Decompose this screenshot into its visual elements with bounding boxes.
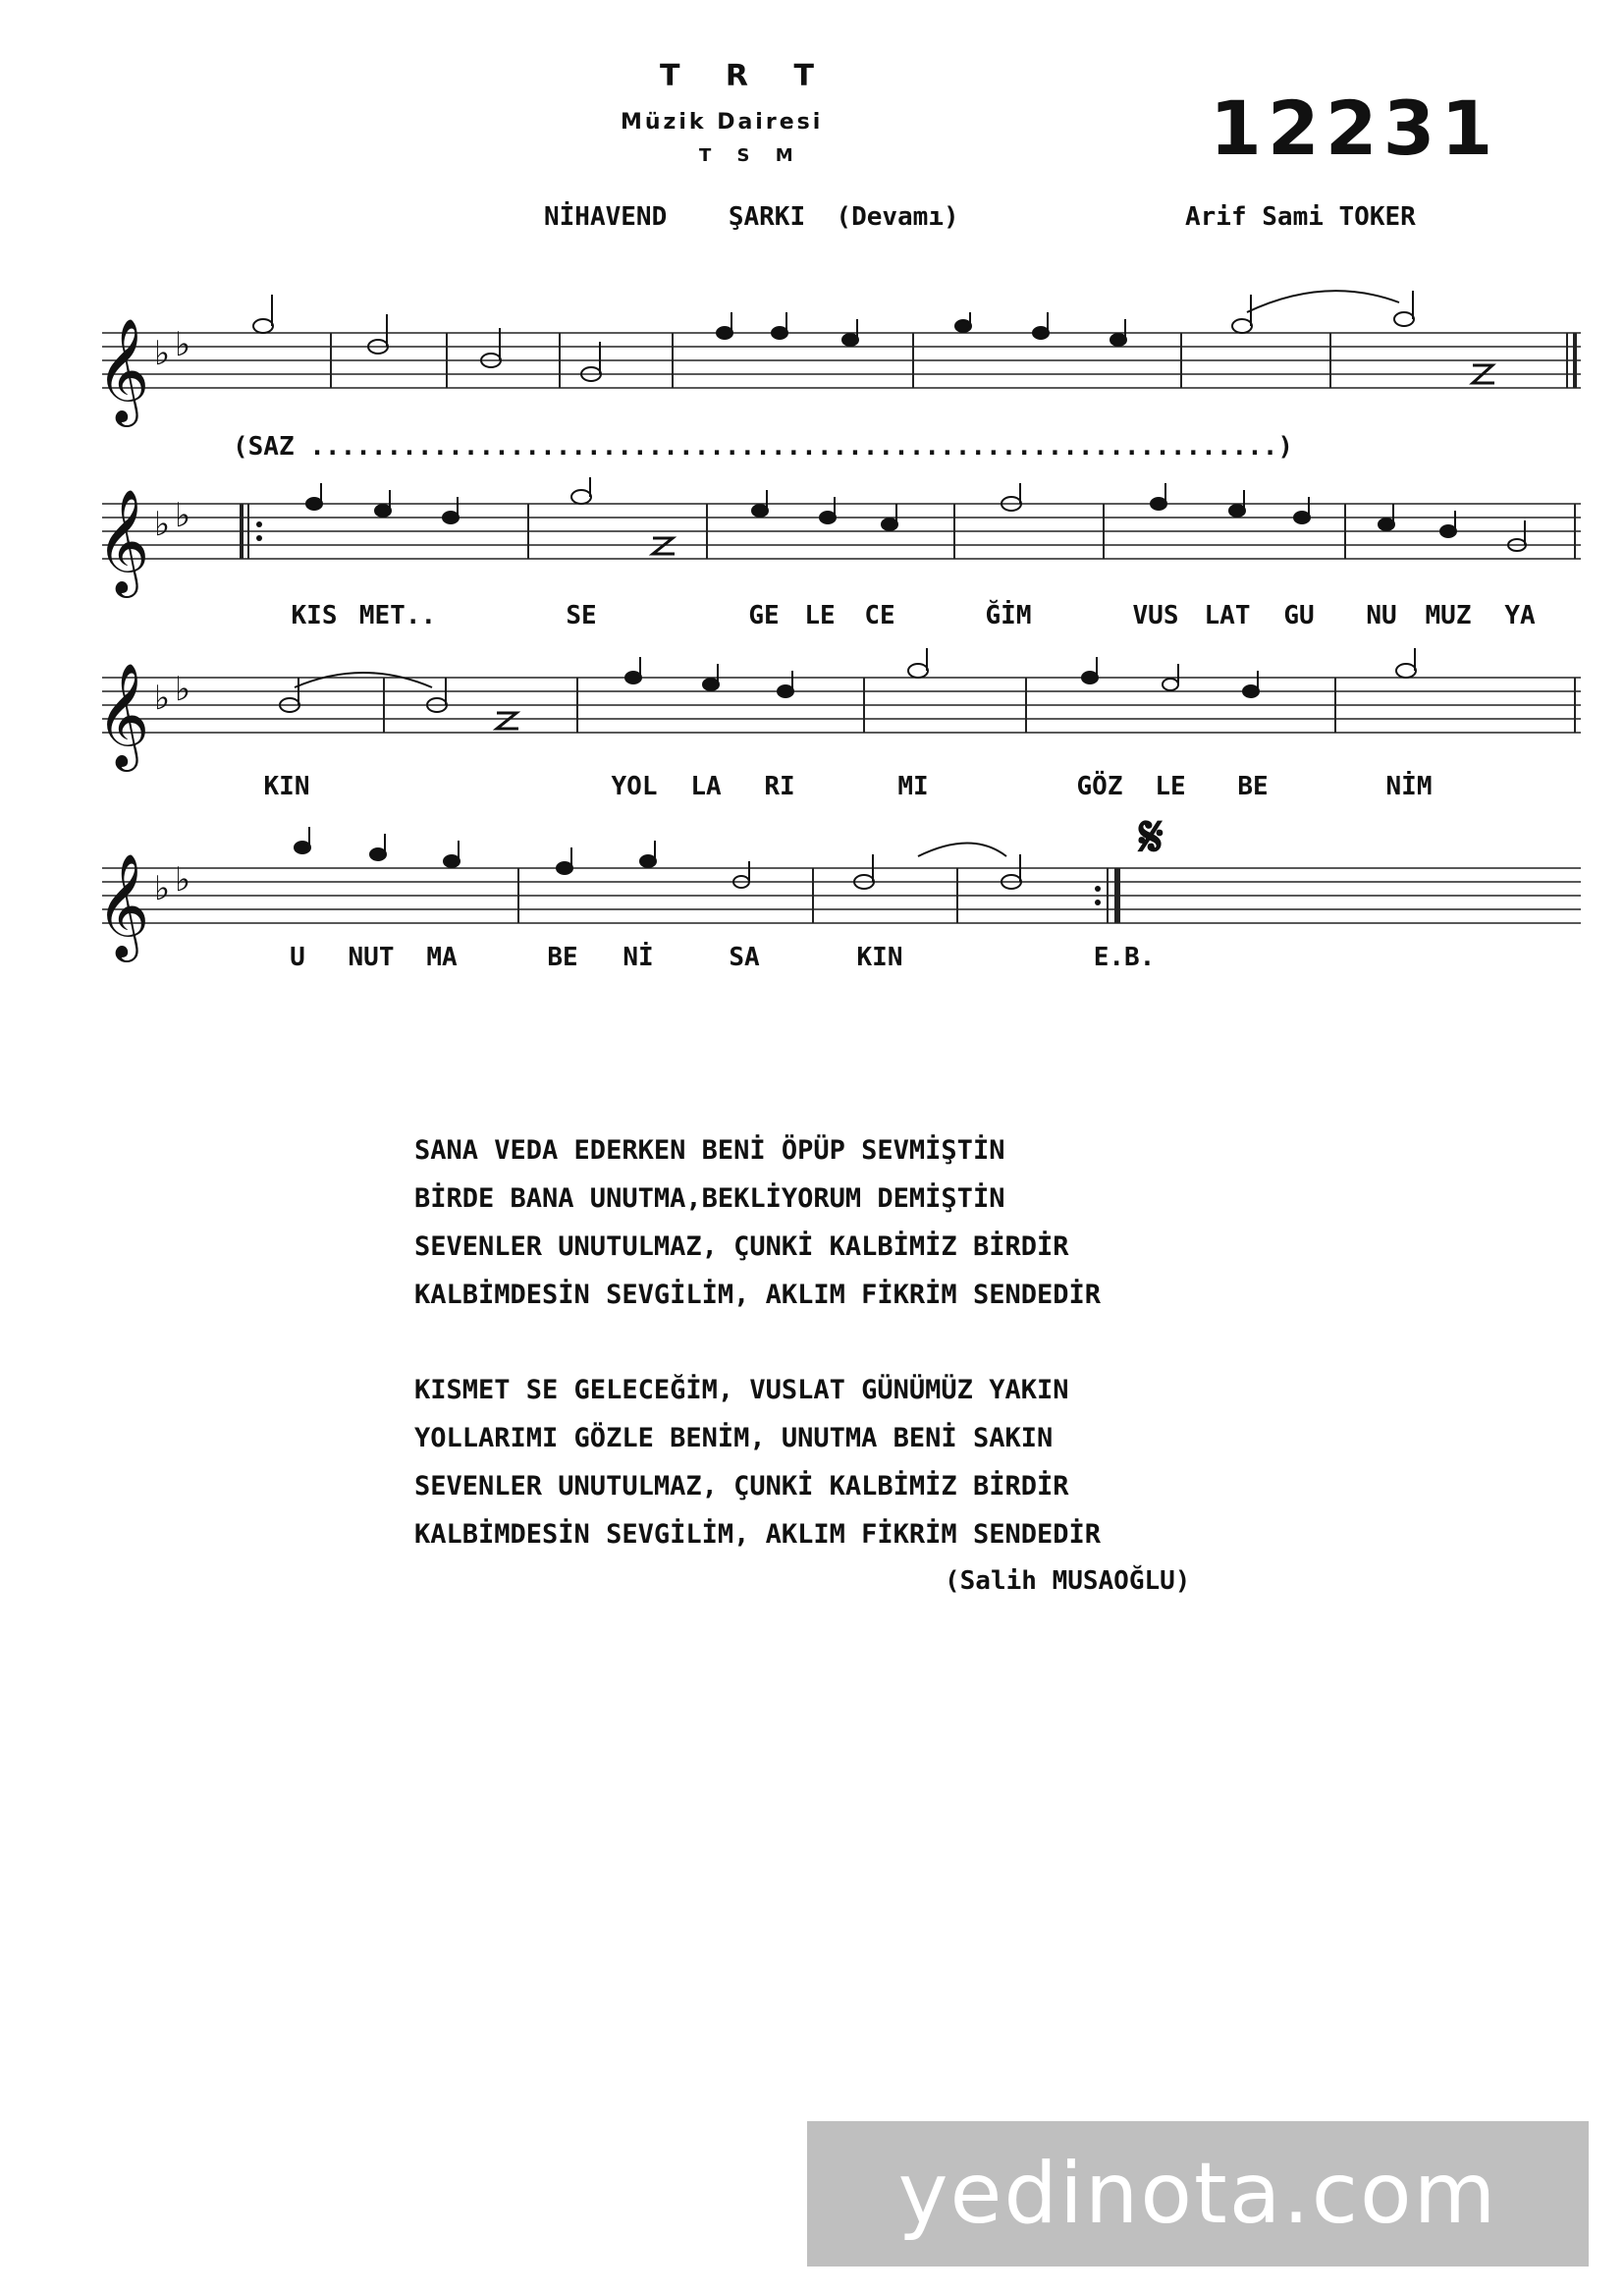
svg-text:♭: ♭ bbox=[175, 496, 191, 535]
svg-text:𝄋: 𝄋 bbox=[1139, 803, 1164, 870]
svg-text:♭: ♭ bbox=[154, 869, 171, 908]
syllable: KIN bbox=[263, 772, 310, 801]
syllable: ĞİM bbox=[985, 601, 1032, 630]
watermark-text: yedinota.com bbox=[897, 2145, 1498, 2243]
syllable: GÖZ bbox=[1076, 772, 1123, 801]
svg-text:𝄞: 𝄞 bbox=[96, 662, 150, 767]
syllable: VUS bbox=[1132, 601, 1179, 630]
syllable: KIS bbox=[291, 601, 338, 630]
svg-text:♭: ♭ bbox=[175, 325, 191, 364]
svg-text:♭: ♭ bbox=[175, 670, 191, 709]
verse-2 bbox=[414, 1366, 1101, 1558]
syllable: LAT bbox=[1204, 601, 1251, 630]
makam-form: NİHAVEND ŞARKI (Devamı) bbox=[544, 202, 959, 232]
svg-text:♭: ♭ bbox=[154, 334, 171, 373]
watermark-banner bbox=[807, 2121, 1589, 2267]
svg-text:𝄞: 𝄞 bbox=[96, 488, 150, 593]
svg-text:𝄞: 𝄞 bbox=[96, 317, 150, 422]
syllable: SA bbox=[729, 943, 760, 972]
verse-line: SEVENLER UNUTULMAZ, ÇUNKİ KALBİMİZ BİRDİR bbox=[414, 1231, 1069, 1262]
verse-line: KALBİMDESİN SEVGİLİM, AKLIM FİKRİM SENDEDİR bbox=[414, 1280, 1101, 1310]
syllable: LE bbox=[1155, 772, 1186, 801]
syllable: YOL bbox=[611, 772, 658, 801]
syllable: GU bbox=[1283, 601, 1315, 630]
syllable: KIN bbox=[856, 943, 903, 972]
svg-text:♭: ♭ bbox=[154, 679, 171, 718]
syllable: NUT bbox=[348, 943, 395, 972]
syllable: BE bbox=[547, 943, 578, 972]
svg-text:𝄞: 𝄞 bbox=[96, 852, 150, 957]
org-name: T R T bbox=[660, 59, 832, 93]
verse-line: YOLLARIMI GÖZLE BENİM, UNUTMA BENİ SAKIN bbox=[414, 1423, 1054, 1453]
syllable: LA bbox=[690, 772, 722, 801]
composer: Arif Sami TOKER bbox=[1185, 202, 1416, 232]
verse-line: KALBİMDESİN SEVGİLİM, AKLIM FİKRİM SENDEDİR bbox=[414, 1519, 1101, 1550]
syllable: RI bbox=[764, 772, 795, 801]
syllable: MET.. bbox=[358, 601, 437, 630]
verse-line: BİRDE BANA UNUTMA,BEKLİYORUM DEMİŞTİN bbox=[414, 1183, 1005, 1214]
syllable: YA bbox=[1504, 601, 1536, 630]
syllable: CE bbox=[864, 601, 895, 630]
lyricist: (Salih MUSAOĞLU) bbox=[945, 1566, 1191, 1596]
syllable: Nİ bbox=[623, 943, 654, 972]
syllable: SE bbox=[566, 601, 597, 630]
syllable: NU bbox=[1366, 601, 1397, 630]
syllable: MUZ bbox=[1425, 601, 1472, 630]
verse-line: SEVENLER UNUTULMAZ, ÇUNKİ KALBİMİZ BİRDİR bbox=[414, 1471, 1069, 1502]
svg-text:♭: ♭ bbox=[154, 505, 171, 544]
syllable: MI bbox=[897, 772, 929, 801]
syllable: GE bbox=[748, 601, 780, 630]
verse-1 bbox=[414, 1126, 1101, 1319]
department-name: Müzik Dairesi bbox=[621, 110, 824, 135]
syllable: E.B. bbox=[1093, 943, 1156, 972]
saz-line: (SAZ ...............................................................) bbox=[233, 432, 1294, 462]
syllable: U bbox=[290, 943, 305, 972]
archive-number: 12231 bbox=[1210, 84, 1499, 172]
syllable: NİM bbox=[1385, 772, 1433, 801]
syllable: MA bbox=[426, 943, 458, 972]
tsk-label: T S M bbox=[699, 145, 803, 166]
syllable: LE bbox=[804, 601, 836, 630]
syllable: BE bbox=[1237, 772, 1269, 801]
staff-1 bbox=[102, 333, 1581, 388]
svg-text:♭: ♭ bbox=[175, 860, 191, 900]
verse-line: SANA VEDA EDERKEN BENİ ÖPÜP SEVMİŞTİN bbox=[414, 1135, 1005, 1166]
verse-line: KISMET SE GELECEĞİM, VUSLAT GÜNÜMÜZ YAKIN bbox=[414, 1375, 1069, 1405]
